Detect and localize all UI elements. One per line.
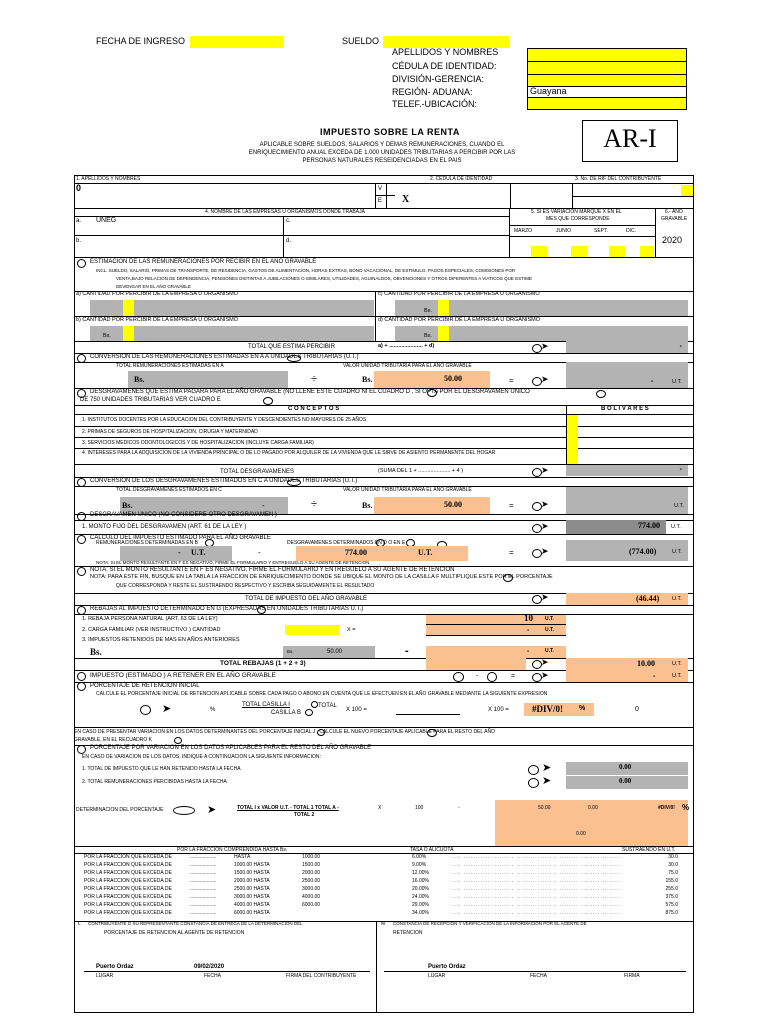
region-field[interactable] [527, 86, 687, 98]
arrow-g-icon: ➤ [541, 592, 549, 602]
table-cell: HASTA [234, 854, 251, 860]
region-label: REGIÓN- ADUANA: [392, 87, 473, 97]
table-cell: 20.00% [412, 886, 429, 892]
table-cell: 1000.00 HASTA [234, 862, 270, 868]
sec-k-v2-field[interactable] [566, 776, 688, 789]
table-cell: ................... [190, 878, 217, 884]
e-mark[interactable]: E [378, 198, 383, 204]
table-cell: 6.00% [412, 854, 427, 860]
table-cell: 6000.00 [302, 902, 321, 908]
cedula-label: CÉDULA DE IDENTIDAD: [392, 61, 497, 71]
total-impuesto-ut: U.T. [672, 596, 682, 602]
sec-d-header-2: VALOR UNIDAD TRIBUTARIA PARA EL AÑO GRAVABLE [343, 487, 472, 493]
table-dots: .... ............ ........ ........ ........ ........ ........ ........ [452, 894, 622, 900]
sec-k-dash: - [458, 805, 460, 811]
table-cell: ................... [190, 870, 217, 876]
empresa-a-label: a. [76, 218, 82, 224]
table-cell: ................... [190, 910, 217, 916]
sec-d-title: CONVERSION DE LOS DESGRAVAMENES ESTIMADOS EN C A UNIDADES TRIBUTARIAS (U.T.) [90, 478, 358, 484]
sec-j-pct2: % [579, 705, 586, 712]
table-cell: ................... [190, 854, 217, 860]
arrow-k2-icon: ➤ [542, 775, 552, 787]
sec-k-note-2: GRAVABLE, EN EL RECUADRO K [74, 737, 152, 743]
table-cell: POR LA FRACCION QUE EXCEDA DE [84, 910, 172, 916]
sec-k-det: DETERMINACION DEL PORCENTAJE [76, 807, 164, 813]
table-cell: POR LA FRACCION QUE EXCEDA DE [84, 894, 172, 900]
total-percibir-sum: a) + ...................... + d) [378, 343, 435, 349]
division-label: DIVISIÓN-GERENCIA: [392, 74, 485, 84]
total-rebajas-field [566, 658, 688, 670]
rebaja-persona-value: 10 [524, 613, 533, 623]
footer-m-line-2: RETENCION [393, 930, 423, 936]
sec-f-rem-value: - [178, 548, 181, 557]
empresa-b-label: b. [76, 238, 82, 244]
table-cell: ................... [190, 894, 217, 900]
arrow-j-icon: ➤ [162, 703, 172, 715]
sec-f-desg-ut: U.T. [418, 548, 433, 557]
sec-f-minus: - [258, 548, 261, 557]
table-cell: 575.0 [665, 902, 678, 908]
total-desgravamenes-suma: (SUMA DEL 1 + ..................... + 4 ) [378, 468, 464, 474]
sec-d-divide: ÷ [311, 498, 318, 510]
form-code: AR-I [603, 124, 657, 153]
sec-b-bs-label: Bs. [134, 375, 145, 384]
sec-k-v1: 0.00 [619, 763, 632, 771]
sec-f-title: CALCULO DEL IMPUESTO ESTIMADO PARA EL AÑO GRAVABLE [90, 535, 271, 541]
apellidos-value: 0 [76, 183, 82, 193]
sec-j-pct: % [210, 707, 216, 713]
variacion-header-1: 5. SI ES VARIACION MARQUE X EN EL [531, 209, 622, 215]
empresas-header: 4. NOMBRE DE LAS EMPRESAS U ORGANISMOS DONDE TRABAJA [205, 209, 365, 215]
sec-k-formula: TOTAL I x VALOR U.T. - TOTAL 1 TOTAL A - [237, 805, 339, 811]
total-desgravamenes-value: - [679, 466, 682, 473]
sec-g-nota-2: QUE CORRESPONDA Y RESTE EL SUSTRAENDO RESPECTIVO Y ESCRIBA SEGUIDAMENTE EL RESULTADO [116, 583, 375, 589]
sec-g-header-hidden: NOTA: SI EL MONTO RESULTANTE EN F ES NEGATIVO, FIRME EL FORMULARIO Y ENTREGUELO A SU AGENTE DE RETENCION [90, 567, 455, 573]
sec-f-desg-value: 774.00 [345, 548, 367, 557]
fecha-ingreso-input[interactable] [190, 36, 284, 48]
sec-k-r1: 50.00 [538, 805, 551, 811]
table-cell: 2500.00 [302, 878, 321, 884]
table-cell: 155.0 [665, 878, 678, 884]
table-cell: 375.0 [665, 894, 678, 900]
sec-a-cantidad-b: b) CANTIDAD POR PERCIBIR DE LA EMPRESA U ORGANISMO [76, 317, 238, 323]
table-cell: 30.0 [668, 854, 678, 860]
cantidad-b-mark[interactable] [123, 326, 134, 341]
table-cell: 875.0 [665, 910, 678, 916]
sec-b-header-2: VALOR UNIDAD TRIBUTARIA PARA EL AÑO GRAVABLE [343, 363, 472, 369]
table-cell: 1500.00 [302, 862, 321, 868]
sec-f-rem-field [120, 546, 232, 561]
sec-b-vut: 50.00 [444, 374, 462, 383]
carga-familiar-x: X = [347, 627, 356, 633]
conceptos-header: C O N C E P T O S [288, 406, 340, 412]
sec-b-ut: U.T. [672, 379, 682, 385]
arrow-k1-icon: ➤ [542, 762, 552, 774]
table-cell: 3000.00 [302, 886, 321, 892]
table-cell: 16.00% [412, 878, 429, 884]
table-cell: 4000.00 HASTA [234, 902, 270, 908]
sec-a-incl-3: DEVENGAR EN EL AÑO GRAVABLE [116, 284, 191, 289]
sec-b-result: - [651, 378, 654, 385]
sec-b-result-field [566, 362, 688, 388]
v-mark[interactable]: V [378, 186, 383, 192]
table-cell: POR LA FRACCION QUE EXCEDA DE [84, 902, 172, 908]
mes-junio: JUNIO [556, 228, 571, 234]
total-impuesto-label: TOTAL DE IMPUESTO DEL AÑO GRAVABLE [245, 596, 368, 602]
sec-f-rem-ut: U.T. [191, 548, 206, 557]
table-cell: POR LA FRACCION QUE EXCEDA DE [84, 878, 172, 884]
anio-header-1: 6.- AÑO [665, 209, 683, 215]
impuestos-retenidos-value: - [527, 648, 530, 655]
table-header-1: POR LA FRACCION COMPRENDIDA HASTA Bs. [177, 847, 288, 853]
sec-k-v1-field[interactable] [566, 762, 688, 775]
footer-lugar-label: LUGAR [96, 973, 114, 979]
sec-d-vut-field [374, 497, 490, 514]
sec-a-incl-1: INCL. SUELDO, SALARIO, PRIMAS DE TRANSPORTE, DE RESIDENCIA, GASTOS DE ALIMENTACION, HORAS EXTRAS, BONO VACACIONAL, DE ESTIMULO, PAGOS ESPECIALES, COMISIONES POR [96, 268, 516, 273]
table-dots: .... ............ ........ ........ ........ ........ ........ ........ [452, 886, 622, 892]
sec-d-bs-label-2: Bs. [362, 501, 373, 510]
table-cell: POR LA FRACCION QUE EXCEDA DE [84, 870, 172, 876]
dic-check[interactable] [640, 246, 654, 257]
table-cell: 2000.00 HASTA [234, 878, 270, 884]
impuesto-retener-minus: - [476, 673, 479, 680]
total-rebajas-label: TOTAL REBAJAS (1 + 2 + 3) [220, 660, 306, 667]
footer-l-line-1: CONTRIBUYENTE O SU REPRESENTANTE CONSTANCIA DE ENTREGA DE LA DETERMINACIÓN DEL [88, 921, 303, 926]
sec-a-cantidad-d: d) CANTIDAD POR PERCIBIR DE LA EMPRESA U ORGANISMO [378, 317, 540, 323]
sec-j-casilla-i: TOTAL CASILLA I [242, 702, 290, 708]
sec-h-title: REBAJAS AL IMPUESTO DETERMINADO EN G (EXPRESADAS EN UNIDADES TRIBUTARIAS U.T.) [90, 606, 364, 612]
arrow-e2-icon: ➤ [541, 521, 549, 531]
telef-label: TELEF.-UBICACIÓN: [392, 99, 478, 109]
desgravamen-2: 2. PRIMAS DE SEGUROS DE HOSPITALIZACION, CIRUGIA Y MATERNIDAD [82, 429, 258, 435]
table-cell: 6000.00 HASTA [234, 910, 270, 916]
sec-e-title: DESGRAVAMEN UNICO (NO CONSIDERE OTRO DESGRAVAMEN ) [90, 512, 277, 518]
title-line-1: APLICABLE SOBRE SUELDOS, SALARIOS Y DEMAS REMUNERACIONES, CUANDO EL [259, 142, 505, 148]
footer-m-label: M [381, 921, 386, 927]
bs-b: Bs. [103, 333, 111, 339]
table-dots: .... ............ ........ ........ ........ ........ ........ ........ [452, 910, 622, 916]
sec-c-title-2: DE 750 UNIDADES TRIBUTARIAS VER CUADRO E [80, 397, 221, 403]
sec-a-title: ESTIMACION DE LAS REMUNERACIONES POR RECIBIR EN EL AÑO GRAVABLE [90, 259, 317, 265]
cantidad-d-mark[interactable] [438, 326, 449, 341]
impuestos-retenidos-label: 3. IMPUESTOS RETENIDOS DE MAS EN AÑOS ANTERIORES [82, 637, 240, 643]
total-impuesto-value: (46.44) [636, 594, 660, 603]
table-dots: .... ............ ........ ........ ........ ........ ........ ........ [452, 854, 622, 860]
sec-b-title: CONVERSION DE LAS REMUNERACIONES ESTIMADAS EN A A UNIDADES TRIBUTARIAS (U.T.) [90, 354, 359, 360]
arrow-c-icon: ➤ [541, 374, 549, 384]
footer-fecha-label-2: FECHA [530, 973, 547, 979]
sueldo-label: SUELDO [342, 36, 380, 46]
table-cell: 29.00% [412, 902, 429, 908]
sec-j-total: TOTAL [318, 703, 337, 709]
junio-check[interactable] [571, 246, 587, 257]
sec-k-item-2: 2. TOTAL REMUNERACIONES PERCIBIDAS HASTA LA FECHA [82, 779, 227, 785]
total-rebajas-peach [426, 658, 526, 670]
sec-k-100: 100 [415, 805, 424, 811]
monto-fijo-ut: U.T. [671, 524, 681, 530]
title-line-2: ENRIQUECIMIENTO ANUAL EXCEDA DE 1.000 UNIDADES TRIBUTARIAS A PERCIBIR POR LAS [248, 150, 516, 156]
impuesto-retener-label: IMPUESTO (ESTIMADO ) A RETENER EN EL AÑO GRAVABLE [90, 672, 276, 679]
impuestos-retenidos-dash: - [405, 645, 409, 657]
monto-fijo-label: 1. MONTO FIJO DEL DESGRAVAMEN (ART. 61 DE LA LEY ) [82, 524, 247, 530]
table-cell: 4000.00 [302, 894, 321, 900]
cedula-header: 2. CEDULA DE IDENTIDAD [430, 176, 493, 182]
footer-fecha-label: FECHA [204, 973, 221, 979]
desgravamen-1: 1. INSTITUTOS DOCENTES POR LA EDUCACION DEL CONTRIBUYENTE Y DESCENDIENTES NO MAYORES DE 25 AÑOS [82, 417, 367, 423]
table-dots: .... ............ ........ ........ ........ ........ ........ ........ [452, 902, 622, 908]
anio-header-2: GRAVABLE [661, 216, 688, 222]
sec-j-title: PORCENTAJE DE RETENCION INICIAL [90, 683, 200, 689]
impuestos-retenidos-vut: 50.00 [327, 649, 343, 655]
sec-d-ut: U.T. [674, 503, 684, 509]
empresa-a-value: UNEG [96, 217, 117, 224]
impuesto-retener-ut: U.T. [672, 673, 682, 679]
x-mark: X [402, 194, 410, 205]
footer-lugar-value-2: Puerto Ordaz [428, 964, 466, 970]
table-cell: 255.0 [665, 886, 678, 892]
sept-check[interactable] [609, 246, 625, 257]
desgravamen-inputs[interactable] [567, 415, 578, 464]
sec-k-item-1: 1. TOTAL DE IMPUESTO QUE LE HAN RETENIDO HASTA LA FECHA [82, 766, 241, 772]
mes-sept: SEPT. [594, 228, 608, 234]
title-line-3: PERSONAS NATURALES RESEIDENCIADAS EN EL PAIS [302, 158, 462, 164]
sec-d-vut: 50.00 [444, 500, 462, 509]
arrow-b-icon: ➤ [541, 341, 549, 351]
variacion-header-2: MES QUE CORRESPONDE [546, 216, 610, 222]
sec-f-header-2: DESGRAVAMENES DETERMINADOS EN D O EN E [287, 540, 406, 546]
table-cell: 24.00% [412, 894, 429, 900]
desgravamen-4: 4. INTERESES PARA LA ADQUISICION DE LA VIVIENDA PRINCIPAL O DE LO PAGADO POR ALQUILER DE LA VIVIENDA QUE LE SIRVE DE ASIENTO PERMANENTE DEL HOGAR [82, 450, 496, 456]
sec-k-v2: 0.00 [619, 777, 632, 785]
mes-marzo: MARZO [514, 228, 533, 234]
total-percibir-label: TOTAL QUE ESTIMA PERCIBIR [248, 344, 335, 350]
sec-b-divide: ÷ [311, 373, 318, 385]
apellidos-header: 1. APELLIDOS Y NOMBRES [76, 176, 141, 182]
sec-d-result-field [566, 487, 688, 514]
footer-lugar-label-2: LUGAR [428, 973, 446, 979]
mes-dic: DIC. [626, 228, 636, 234]
sec-d-eq: = [509, 501, 514, 510]
sec-f-header-1: REMUNERACIONES DETERMINADAS EN B [96, 540, 198, 546]
sec-b-eq: = [509, 376, 514, 385]
table-header-2: TASA O ALICUOTA [410, 847, 454, 853]
arrow-h-icon: ➤ [541, 657, 549, 667]
arrow-k3-icon: ➤ [207, 804, 217, 816]
anio-gravable: 2020 [662, 235, 683, 245]
sec-k-en-caso: EN CASO DE VARIACION DE LOS DATOS, INDIQUE A CONTINUACION LA SIGUIENTE INFORMACION: [82, 754, 321, 760]
sec-a-incl-2: VENTA,BAJO RELACION DE DEPENDENCIA, PENSIONES DISTINTAS A JUBILACIONES O SIMILARES, UTILIDADES, AGUINALDOS, OBVENCIONES Y OTROS DIFERENTES A VIATICOS QUE ESTIME [116, 276, 532, 281]
bolivares-header: B O L I V A R E S [601, 406, 649, 412]
sec-d-bs-label: Bs. [122, 501, 133, 510]
sec-j-x100: X 100 = [346, 707, 367, 713]
footer-lugar-value: Puerto Ordaz [96, 964, 134, 970]
table-cell: ................... [190, 862, 217, 868]
sec-b-bs-field [128, 371, 288, 388]
footer-firma-label: FIRMA DEL CONTRIBUYENTE [286, 973, 357, 979]
table-cell: 12.00% [412, 870, 429, 876]
marzo-check[interactable] [531, 246, 547, 257]
sec-b-bs-label-2: Bs. [362, 375, 373, 384]
sec-g-nota-1: NOTA: PARA ESTE FIN, BUSQUE EN LA TABLA LA FRACCION DE ENRIQUECIMIENTO DONDE SE UBIQUE EL MONTO DE LA CASILLA F MULTIPLIQUE ESTE POR EL PORCENTAJE [90, 574, 553, 580]
sec-j-x100b: X 100 = [488, 707, 509, 713]
table-cell: 3000.00 HASTA [234, 894, 270, 900]
impuestos-retenidos-ut: U.T. [545, 648, 554, 654]
table-cell: POR LA FRACCION QUE EXCEDA DE [84, 886, 172, 892]
carga-familiar-ut: U.T. [545, 627, 554, 633]
total-desgravamenes-field [566, 465, 688, 476]
monto-fijo-value: 774.00 [638, 521, 660, 530]
table-dots: .... ............ ........ ........ ........ ........ ........ ........ [452, 878, 622, 884]
arrow-f-icon: ➤ [541, 546, 549, 556]
sec-a-cantidad-a: a) CANTIDAD POR PERCIBIR DE LA EMPRESA U ORGANISMO [76, 291, 238, 297]
personal-data-box[interactable] [527, 48, 687, 110]
fecha-ingreso-label: FECHA DE INGRESO [96, 36, 186, 46]
nota-negativo: NOTA: SI EL MONTO RESULTANTE EN F ES NEGATIVO, FIRME EL FORMULARIO Y ENTREGUELO A SU AGENTE DE RETENCION [96, 560, 370, 565]
sec-b-vut-field [374, 371, 490, 388]
sec-k-total2: TOTAL 2 [294, 812, 315, 818]
empresa-d-label: d. [286, 238, 292, 244]
sec-f-desg-field [296, 546, 468, 561]
sec-j-casilla-b: CASILLA B [271, 710, 302, 716]
apellidos-label: APELLIDOS Y NOMBRES [392, 47, 499, 57]
table-cell: 1500.00 HASTA [234, 870, 270, 876]
rif-header: 3. No. DE RIF DEL CONTRIBUYENTE [575, 176, 662, 182]
desgravamen-3: 3. SERVICIOS MEDICOS ODONTOLOGICOS Y DE HOSPITALIZACION (INCLUYE CARGA FAMILIAR) [82, 440, 314, 446]
monto-fijo-field [566, 520, 666, 534]
sec-b-header-1: TOTAL REMUNERACIONES ESTIMADAS EN A [116, 363, 224, 369]
sec-a-cantidad-c: c) CANTIDAD POR PERCIBIR DE LA EMPRESA U ORGANISMO [378, 291, 540, 297]
sec-k-r3: 0.00 [576, 831, 586, 837]
total-desgravamenes-label: TOTAL DESGRAVAMENES [220, 469, 295, 475]
footer-l-label: L [78, 921, 81, 927]
table-cell: 2500.00 HASTA [234, 886, 270, 892]
sec-k-note-1: EN CASO DE PRESENTAR VARIACION EN LOS DATOS DETERMINANTES DEL PORCENTAJE INICIAL J , CALCULE EL NUEVO PORCENTAJE APLICABLE PARA EL RESTO DEL AÑO [74, 729, 495, 735]
sec-f-result: (774.00) [629, 547, 657, 556]
table-cell: 34.00% [412, 910, 429, 916]
cantidad-c-mark[interactable] [438, 300, 449, 316]
table-dots: .... ............ ........ ........ ........ ........ ........ ........ [452, 870, 622, 876]
sec-k-title: PORCENTAJE POR VARIACION EN LOS DATOS APLICABLES PARA EL RESTO DEL AÑO GRAVABLE [90, 745, 372, 751]
impuestos-retenidos-bs2: Bs. [287, 649, 294, 654]
table-cell: ................... [190, 902, 217, 908]
impuesto-retener-eq: = [511, 673, 516, 680]
impuesto-retener-value: - [653, 673, 656, 680]
rif-input[interactable] [681, 185, 693, 196]
impuesto-retener-field [566, 670, 688, 682]
footer-l-line-2: PORCENTAJE DE RETENCION AL AGENTE DE RETENCION [104, 930, 245, 936]
carga-familiar-value: - [527, 627, 530, 634]
sec-k-div: #DIV/0! [658, 805, 675, 811]
table-cell: 9.00% [412, 862, 427, 868]
footer-m-line-1: CONSTANCIA DE RECEPCION Y VERIFICACION DE LA INFORMACION POR EL AGENTE DE [393, 921, 587, 926]
table-cell: 75.0 [668, 870, 678, 876]
sec-j-div: #DIV/0! [532, 704, 563, 714]
total-percibir-field [566, 341, 688, 353]
bs-d: Bs. [424, 333, 432, 339]
total-rebajas-ut: U.T. [672, 661, 682, 667]
footer-firma-label-2: FIRMA [624, 973, 640, 979]
table-cell: POR LA FRACCION QUE EXCEDA DE [84, 862, 172, 868]
sec-k-r2: 0.00 [588, 805, 598, 811]
table-cell: 2000.00 [302, 870, 321, 876]
empresa-c-label: c. [286, 218, 291, 224]
total-impuesto-field [566, 593, 688, 605]
sec-d-bs-value: - [262, 501, 265, 510]
impuestos-retenidos-bs: Bs. [90, 647, 102, 657]
sec-j-zero: 0 [635, 706, 639, 713]
carga-familiar-input[interactable] [285, 625, 339, 635]
cantidad-a-mark[interactable] [123, 300, 134, 316]
region-value: Guayana [530, 86, 567, 96]
footer-fecha-value: 09/02/2020 [194, 964, 225, 970]
arrow-i-icon: ➤ [541, 670, 549, 680]
total-rebajas-value: 10.00 [637, 659, 655, 668]
form-title: IMPUESTO SOBRE LA RENTA [320, 127, 460, 137]
arrow-d-icon: ➤ [541, 465, 549, 475]
rebaja-persona-label: 1. REBAJA PERSONA NATURAL (ART. 63 DE LA LEY) [82, 616, 218, 622]
total-percibir-value: - [679, 343, 682, 350]
table-cell: POR LA FRACCION QUE EXCEDA DE [84, 854, 172, 860]
sec-k-pct: % [682, 803, 690, 812]
table-cell: 30.0 [668, 862, 678, 868]
sec-j-calc: CALCULE EL PORCENTAJE INICIAL DE RETENCION APLICABLE SOBRE CADA PAGO O ABONO EN CUENTA QUE LE EFECTUEN EN EL AÑO GRAVABLE MEDIANTE LA SIGUIENTE EXPRESION [96, 691, 548, 697]
sec-f-eq: = [509, 548, 514, 557]
carga-familiar-label: 2. CARGA FAMILIAR (VER INSTRUCTIVO ) CANTIDAD [82, 627, 221, 633]
table-dots: .... ............ ........ ........ ........ ........ ........ ........ [452, 862, 622, 868]
sec-f-result-field [566, 540, 688, 561]
table-header-3: SUSTRAENDO EN U.T. [622, 847, 676, 853]
sec-d-header-1: TOTAL DESGRAVAMENES ESTIMADOS EN C [116, 487, 222, 493]
sec-f-ut: U.T. [672, 549, 682, 555]
bs-c: Bs. [424, 308, 432, 314]
table-cell: ................... [190, 886, 217, 892]
table-cell: 1000.00 [302, 854, 321, 860]
rebaja-persona-ut: U.T. [545, 616, 554, 622]
arrow-e-icon: ➤ [541, 499, 549, 509]
sec-k-x: X [378, 805, 382, 811]
sec-c-title-1: DESGRAVAMENES QUE ESTIMA PAGARA PARA EL AÑO GRAVABLE (NO LLENE ESTE CUADRO NI EL CUADRO D , SI OPTA POR EL DESGRAVAMEN UNICO [90, 389, 530, 395]
